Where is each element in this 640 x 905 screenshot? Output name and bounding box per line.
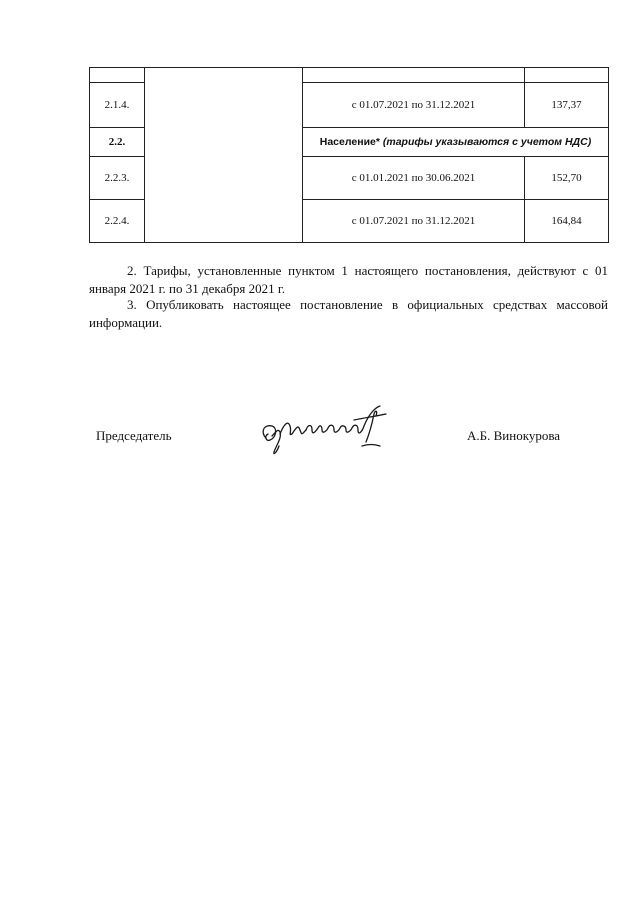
value-cell: 152,70 <box>525 157 609 200</box>
row-number: 2.1.4. <box>90 83 145 128</box>
group-label: Население* <box>319 136 380 148</box>
table-row <box>90 68 609 83</box>
handwritten-signature <box>258 402 393 460</box>
merged-cell <box>145 68 303 243</box>
signatory-name: А.Б. Винокурова <box>467 428 561 443</box>
period-cell: с 01.07.2021 по 31.12.2021 <box>303 200 525 243</box>
table-cell <box>525 68 609 83</box>
value-cell: 164,84 <box>525 200 609 243</box>
paragraph-2: 2. Тарифы, установленные пунктом 1 настоящего постановления, действуют с 01 января 2021 г. по 31 декабря 2021 г. <box>89 263 608 296</box>
row-number: 2.2.3. <box>90 157 145 200</box>
value-cell: 137,37 <box>525 83 609 128</box>
period-cell: с 01.01.2021 по 30.06.2021 <box>303 157 525 200</box>
row-number: 2.2.4. <box>90 200 145 243</box>
row-number: 2.2. <box>90 128 145 157</box>
table-cell <box>303 68 525 83</box>
group-note: (тарифы указываются с учетом НДС) <box>382 136 592 148</box>
group-header-cell <box>303 128 609 157</box>
paragraph-3: 3. Опубликовать настоящее постановление в официальных средствах массовой информации. <box>89 297 608 330</box>
signature-block <box>0 400 640 470</box>
table-cell <box>90 68 145 83</box>
tariff-table <box>89 67 609 243</box>
period-cell: с 01.07.2021 по 31.12.2021 <box>303 83 525 128</box>
signatory-title: Председатель <box>96 428 172 443</box>
